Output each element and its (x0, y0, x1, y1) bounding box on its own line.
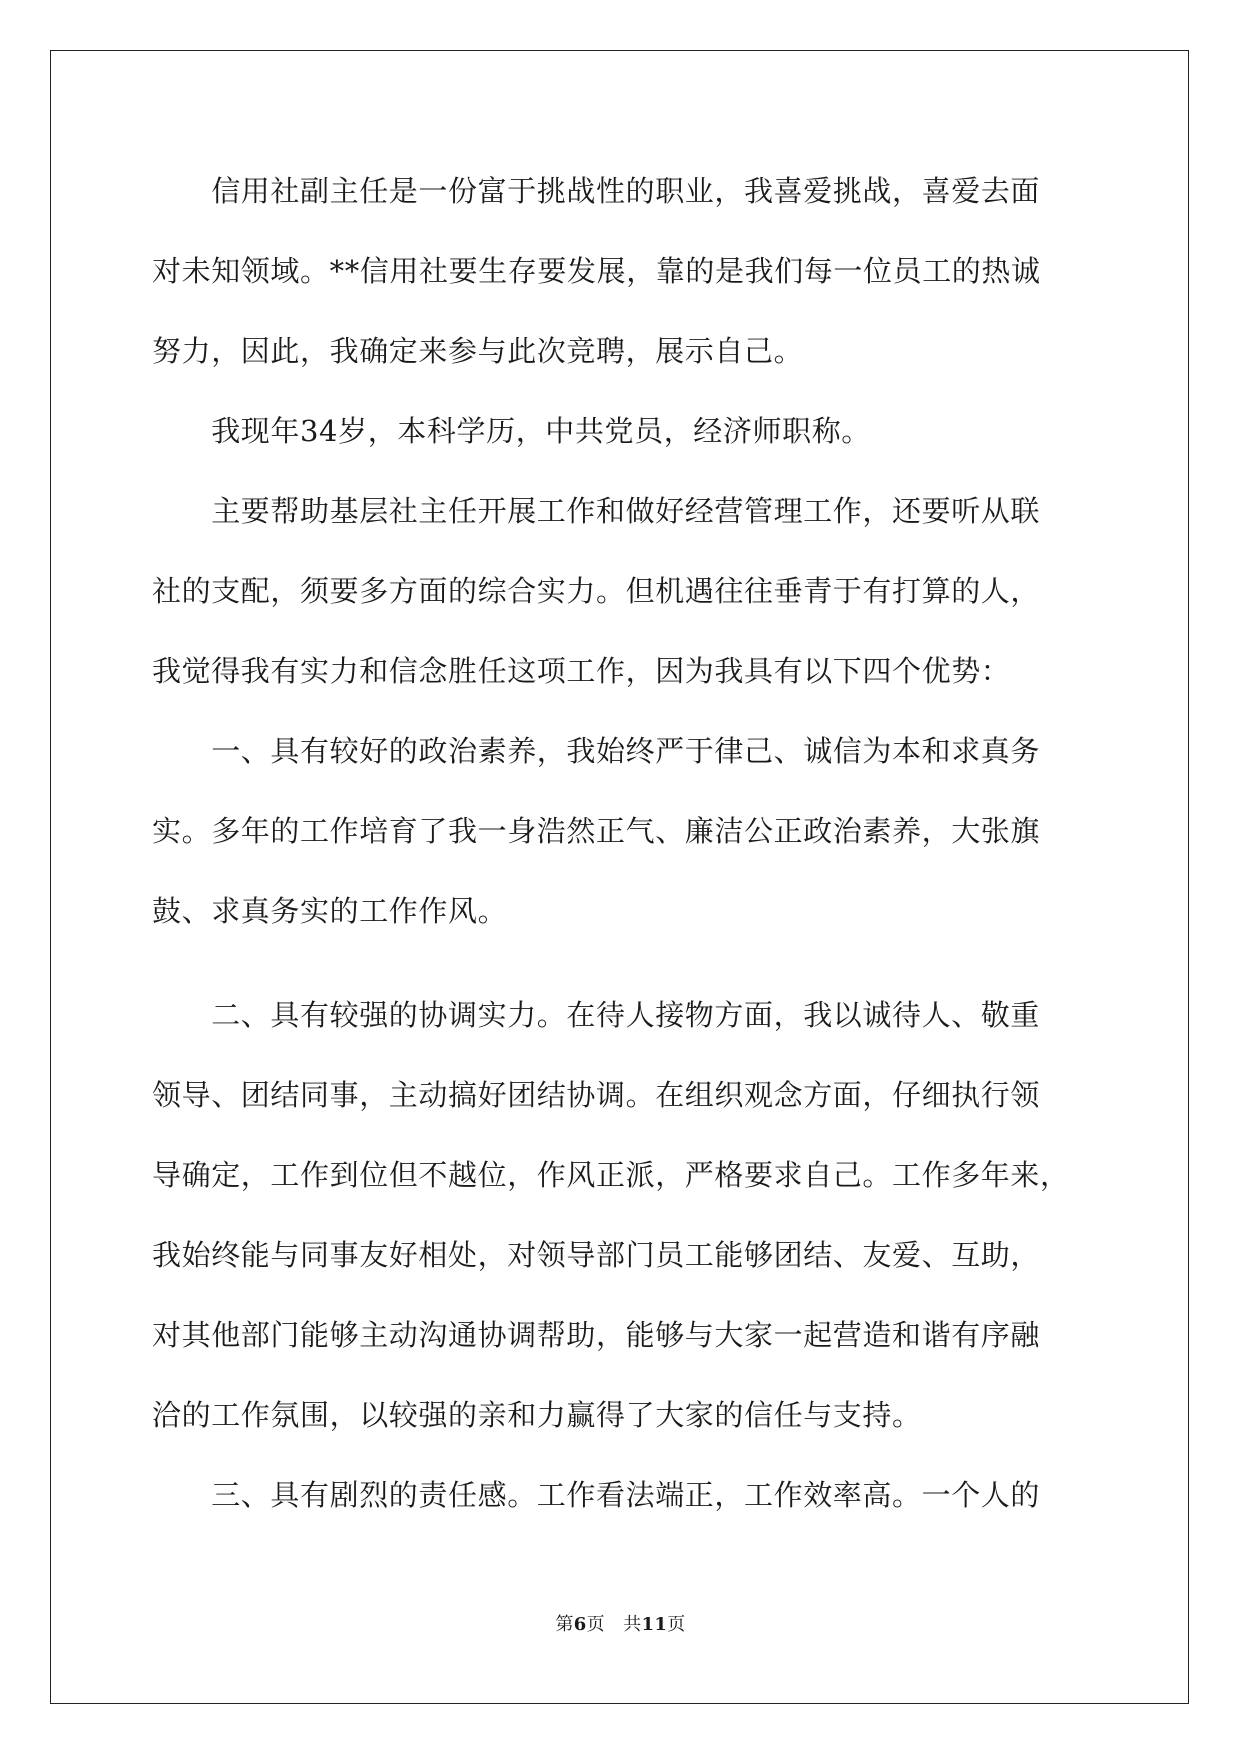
text-line: 对未知领域。**信用社要生存要发展，靠的是我们每一位员工的热诚 (152, 254, 1041, 288)
page-footer (0, 1610, 1241, 1636)
current-page-number: 6 (573, 1614, 587, 1635)
footer-middle: 页 共 (586, 1614, 642, 1635)
text-line: 三、具有剧烈的责任感。工作看法端正，工作效率高。一个人的 (152, 1478, 1041, 1512)
text-line: 实。多年的工作培育了我一身浩然正气、廉洁公正政治素养，大张旗 (152, 814, 1041, 848)
footer-suffix: 页 (667, 1614, 686, 1635)
text-line: 努力，因此，我确定来参与此次竞聘，展示自己。 (152, 334, 804, 368)
text-line: 我觉得我有实力和信念胜任这项工作，因为我具有以下四个优势： (152, 654, 1011, 688)
footer-prefix: 第 (555, 1614, 574, 1635)
text-line: 主要帮助基层社主任开展工作和做好经营管理工作，还要听从联 (152, 494, 1041, 528)
text-line: 我始终能与同事友好相处，对领导部门员工能够团结、友爱、互助， (152, 1238, 1041, 1272)
text-line: 对其他部门能够主动沟通协调帮助，能够与大家一起营造和谐有序融 (152, 1318, 1041, 1352)
document-body (152, 163, 1112, 1547)
text-line: 二、具有较强的协调实力。在待人接物方面，我以诚待人、敬重 (152, 998, 1041, 1032)
text-line: 鼓、求真务实的工作作风。 (152, 894, 508, 928)
text-line: 领导、团结同事，主动搞好团结协调。在组织观念方面，仔细执行领 (152, 1078, 1041, 1112)
text-line: 信用社副主任是一份富于挑战性的职业，我喜爱挑战，喜爱去面 (152, 174, 1041, 208)
text-line: 洽的工作氛围，以较强的亲和力赢得了大家的信任与支持。 (152, 1398, 922, 1432)
text-line: 社的支配，须要多方面的综合实力。但机遇往往垂青于有打算的人， (152, 574, 1041, 608)
text-line: 导确定，工作到位但不越位，作风正派，严格要求自己。工作多年来， (152, 1158, 1070, 1192)
text-line: 我现年34岁，本科学历，中共党员，经济师职称。 (152, 414, 871, 448)
total-page-number: 11 (641, 1614, 668, 1635)
text-line: 一、具有较好的政治素养，我始终严于律己、诚信为本和求真务 (152, 734, 1041, 768)
